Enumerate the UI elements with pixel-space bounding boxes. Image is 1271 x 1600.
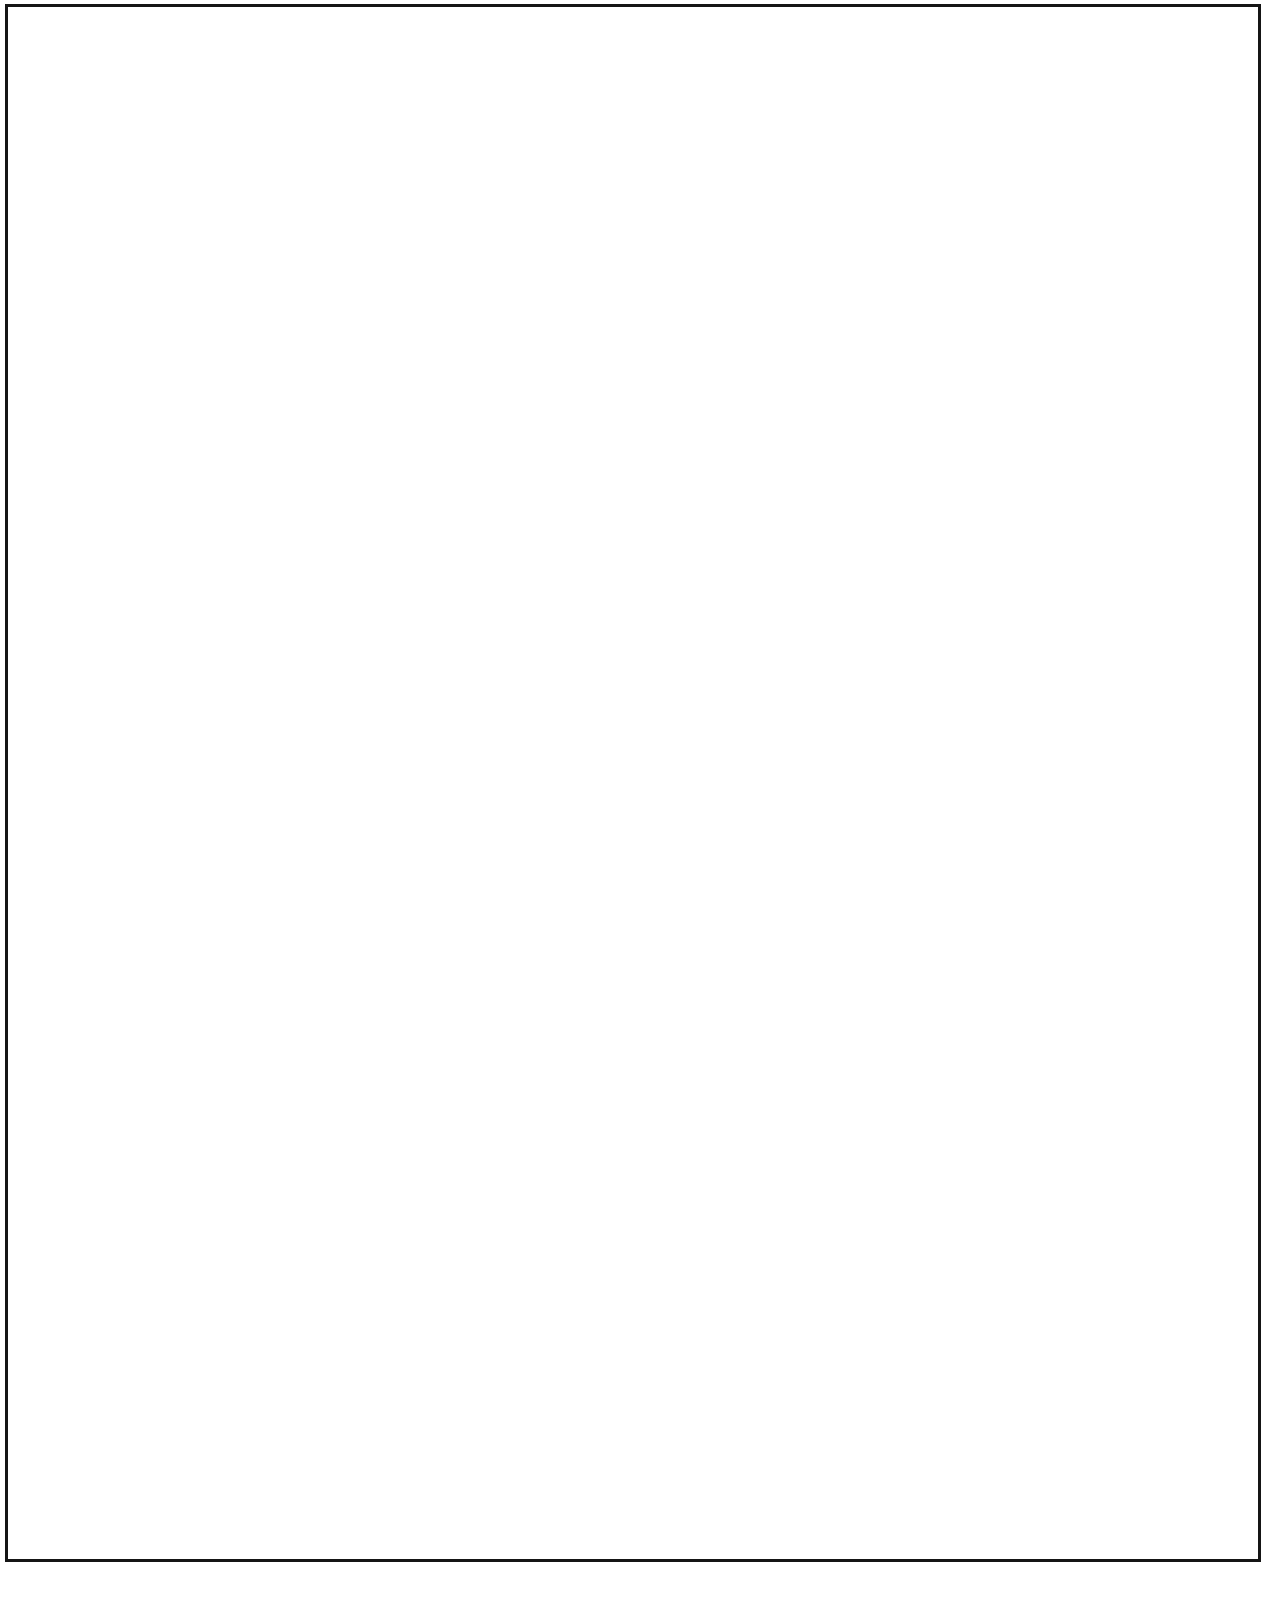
column-widths	[7, 6, 1260, 1561]
spec-table-body	[7, 6, 1260, 1561]
spec-table	[5, 4, 1261, 1562]
